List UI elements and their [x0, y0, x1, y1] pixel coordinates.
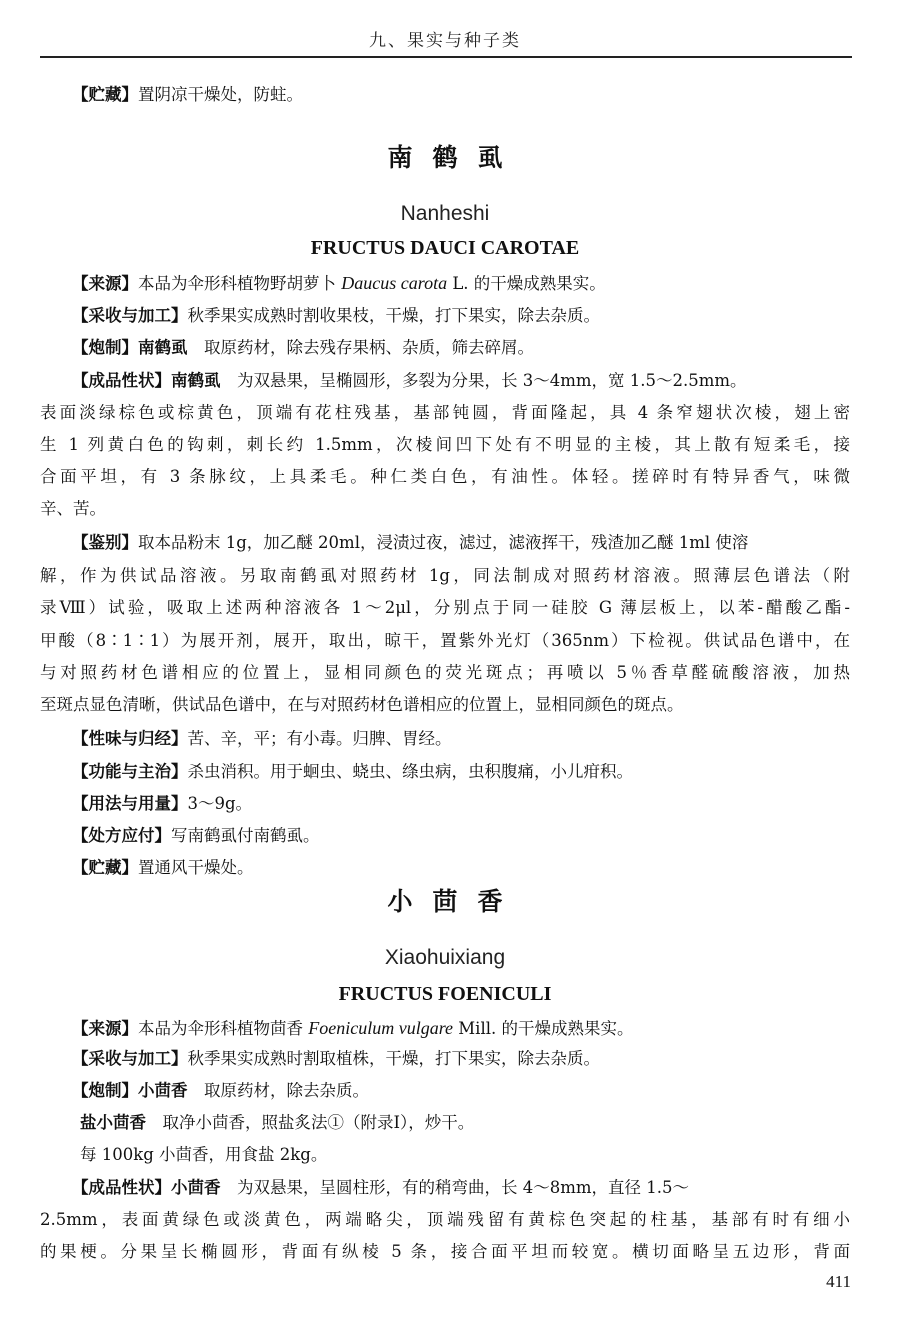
paragraph-line: 辛、苦。	[40, 499, 106, 518]
nature-label: 【性味与归经】	[72, 729, 188, 748]
processing-name: 小茴香	[138, 1081, 188, 1100]
harvest-label: 【采收与加工】	[72, 1049, 188, 1068]
entry1-dosage	[72, 789, 852, 819]
paragraph-line: 合面平坦，有 3 条脉纹，上具柔毛。种仁类白色，有油性。体轻。搓碎时有特异香气，味微	[40, 467, 850, 486]
harvest-text: 秋季果实成熟时割取植株，干燥，打下果实，除去杂质。	[187, 1049, 600, 1068]
entry2-harvest	[72, 1044, 852, 1074]
identification-text: 取本品粉末 1g，加乙醚 20ml，浸渍过夜，滤过，滤液挥干，残渣加乙醚 1ml 使溶	[138, 533, 749, 552]
prev-storage-label: 【贮藏】	[72, 85, 138, 104]
entry1-title: 南鹤虱	[387, 143, 523, 172]
prev-storage-text: 置阴凉干燥处，防蛀。	[138, 85, 303, 104]
identification-label: 【鉴别】	[72, 533, 138, 552]
page-number: 411	[826, 1272, 851, 1291]
entry1-function	[72, 757, 852, 787]
storage-text: 置通风干燥处。	[138, 858, 254, 877]
paragraph-line: 生 1 列黄白色的钩刺，刺长约 1.5mm，次棱间凹下处有不明显的主棱，其上散有短柔毛，接	[40, 435, 850, 454]
entry2-salt-amount: 每 100kg 小茴香，用食盐 2kg。	[80, 1145, 328, 1164]
entry1-identification-line	[72, 528, 852, 558]
paragraph-line: 录Ⅷ）试验，吸取上述两种溶液各 1～2μl，分别点于同一硅胶 G 薄层板上，以苯-醋酸乙酯-	[40, 598, 850, 617]
paragraph-line: 的果梗。分果呈长椭圆形，背面有纵棱 5 条，接合面平坦而较宽。横切面略呈五边形，背面	[40, 1242, 850, 1261]
header-rule	[40, 56, 852, 58]
running-head: 九、果实与种子类	[369, 31, 521, 51]
entry2-characteristics-line	[72, 1173, 852, 1203]
salt-text: 取净小茴香，照盐炙法①（附录Ⅰ），炒干。	[146, 1113, 475, 1132]
harvest-text: 秋季果实成熟时割收果枝，干燥，打下果实，除去杂质。	[187, 306, 600, 325]
entry1-nature	[72, 724, 852, 754]
characteristics-text: 为双悬果，呈椭圆形，多裂为分果，长 3～4mm，宽 1.5～2.5mm。	[220, 371, 747, 390]
entry1-harvest	[72, 301, 852, 331]
source-text-end: Mill. 的干燥成熟果实。	[453, 1019, 634, 1038]
characteristics-label: 【成品性状】	[72, 371, 171, 390]
characteristics-name: 南鹤虱	[171, 371, 221, 390]
harvest-label: 【采收与加工】	[72, 306, 188, 325]
paragraph-line: 甲酸（8∶1∶1）为展开剂，展开，取出，晾干，置紫外光灯（365nm）下检视。供试品色谱中，在	[40, 631, 850, 650]
source-label: 【来源】	[72, 274, 138, 293]
paragraph-line: 解，作为供试品溶液。另取南鹤虱对照药材 1g，同法制成对照药材溶液。照薄层色谱法（附	[40, 566, 850, 585]
entry1-source	[72, 268, 852, 299]
source-text: 本品为伞形科植物野胡萝卜	[138, 274, 336, 293]
prescription-label: 【处方应付】	[72, 826, 171, 845]
dosage-label: 【用法与用量】	[72, 794, 188, 813]
paragraph-line: 至斑点显色清晰，供试品色谱中，在与对照药材色谱相应的位置上，显相同颜色的斑点。	[40, 695, 684, 714]
source-label: 【来源】	[72, 1019, 138, 1038]
entry1-pinyin: Nanheshi	[400, 202, 490, 225]
source-text: 本品为伞形科植物茴香	[138, 1019, 309, 1038]
source-text-end: L. 的干燥成熟果实。	[447, 274, 606, 293]
paragraph-line: 2.5mm，表面黄绿色或淡黄色，两端略尖，顶端残留有黄棕色突起的柱基，基部有时有细小	[40, 1210, 850, 1229]
entry2-latin: FRUCTUS FOENICULI	[338, 983, 552, 1005]
entry2-salt-processing	[80, 1108, 860, 1138]
entry1-characteristics-line	[72, 366, 852, 396]
paragraph-line: 表面淡绿棕色或棕黄色，顶端有花柱残基，基部钝圆，背面隆起，具 4 条窄翅状次棱，翅上密	[40, 403, 850, 422]
salt-name: 盐小茴香	[80, 1113, 146, 1132]
prev-storage-line	[72, 80, 852, 110]
entry2-processing	[72, 1076, 852, 1106]
characteristics-label: 【成品性状】	[72, 1178, 171, 1197]
characteristics-name: 小茴香	[171, 1178, 221, 1197]
entry1-latin: FRUCTUS DAUCI CAROTAE	[310, 237, 580, 259]
species-name: Foeniculum vulgare	[308, 1018, 454, 1038]
characteristics-text: 为双悬果，呈圆柱形，有的稍弯曲，长 4～8mm，直径 1.5～	[220, 1178, 690, 1197]
storage-label: 【贮藏】	[72, 858, 138, 877]
function-text: 杀虫消积。用于蛔虫、蛲虫、绦虫病，虫积腹痛，小儿疳积。	[187, 762, 633, 781]
paragraph-line: 与对照药材色谱相应的位置上，显相同颜色的荧光斑点；再喷以 5％香草醛硫酸溶液，加热	[40, 663, 850, 682]
processing-text: 取原药材，除去残存果柄、杂质，筛去碎屑。	[187, 338, 534, 357]
nature-text: 苦、辛，平；有小毒。归脾、胃经。	[187, 729, 452, 748]
entry1-storage	[72, 853, 852, 883]
processing-label: 【炮制】	[72, 338, 138, 357]
function-label: 【功能与主治】	[72, 762, 188, 781]
processing-label: 【炮制】	[72, 1081, 138, 1100]
processing-text: 取原药材，除去杂质。	[187, 1081, 369, 1100]
entry1-prescription	[72, 821, 852, 851]
entry2-title: 小茴香	[387, 887, 523, 916]
species-name: Daucus carota	[341, 273, 448, 293]
processing-name: 南鹤虱	[138, 338, 188, 357]
entry2-pinyin: Xiaohuixiang	[384, 946, 506, 969]
entry1-processing	[72, 333, 852, 363]
entry2-source	[72, 1013, 852, 1044]
prescription-text: 写南鹤虱付南鹤虱。	[171, 826, 320, 845]
dosage-text: 3～9g。	[187, 794, 253, 813]
